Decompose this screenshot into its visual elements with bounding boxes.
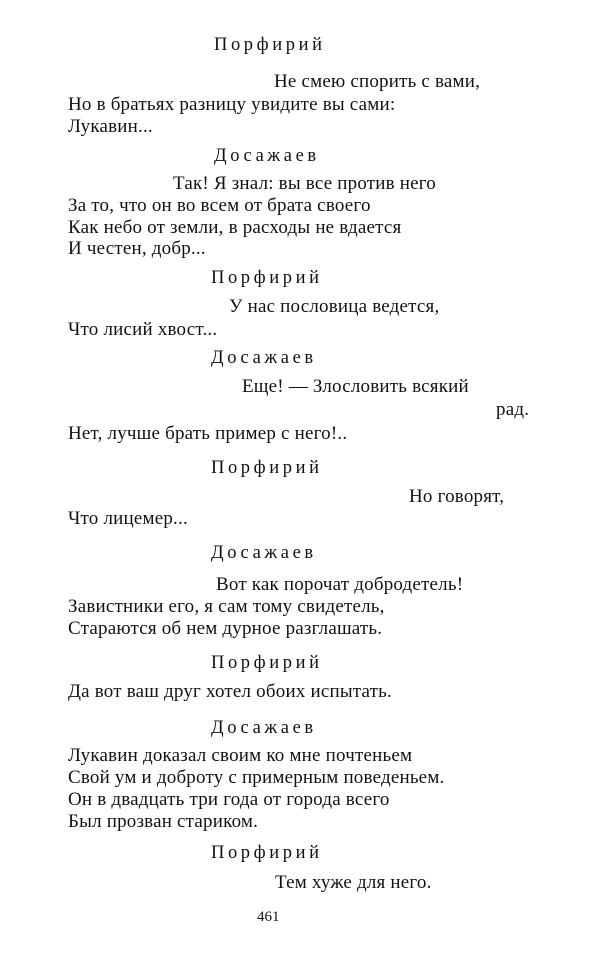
- verse-line: Но говорят,: [409, 486, 505, 507]
- verse-line: У нас пословица ведется,: [229, 296, 440, 317]
- verse-line: Но в братьях разницу увидите вы сами:: [68, 94, 396, 115]
- verse-line: Свой ум и доброту с примерным поведеньем.: [68, 767, 445, 788]
- page-number: 461: [257, 909, 280, 925]
- verse-line: Что лисий хвост...: [68, 319, 218, 340]
- verse-line: Лукавин...: [68, 116, 153, 137]
- verse-line: Не смею спорить с вами,: [274, 71, 481, 92]
- verse-line: Лукавин доказал своим ко мне почтеньем: [68, 745, 413, 766]
- verse-line: Еще! — Злословить всякий: [242, 376, 469, 397]
- speaker-name: Порфирий: [211, 268, 323, 288]
- verse-line: Он в двадцать три года от города всего: [68, 789, 390, 810]
- verse-line: Как небо от земли, в расходы не вдается: [68, 217, 402, 238]
- verse-line: Был прозван стариком.: [68, 811, 259, 832]
- verse-line: Так! Я знал: вы все против него: [173, 173, 437, 194]
- speaker-name: Досажаев: [214, 146, 320, 166]
- verse-line: Завистники его, я сам тому свидетель,: [68, 596, 385, 617]
- verse-line: Нет, лучше брать пример с него!..: [68, 423, 348, 444]
- verse-line: За то, что он во всем от брата своего: [68, 195, 371, 216]
- speaker-name: Досажаев: [211, 348, 317, 368]
- speaker-name: Порфирий: [211, 458, 323, 478]
- speaker-name: Порфирий: [211, 843, 323, 863]
- verse-line: Вот как порочат добродетель!: [216, 574, 464, 595]
- verse-line: И честен, добр...: [68, 238, 206, 259]
- speaker-name: Порфирий: [214, 35, 326, 55]
- verse-line: Да вот ваш друг хотел обоих испытать.: [68, 681, 392, 702]
- verse-line: Тем хуже для него.: [275, 872, 432, 893]
- speaker-name: Досажаев: [211, 718, 317, 738]
- verse-line: Стараются об нем дурное разглашать.: [68, 618, 383, 639]
- speaker-name: Порфирий: [211, 653, 323, 673]
- verse-line: Что лицемер...: [68, 508, 188, 529]
- verse-line: рад.: [496, 399, 530, 420]
- speaker-name: Досажаев: [211, 543, 317, 563]
